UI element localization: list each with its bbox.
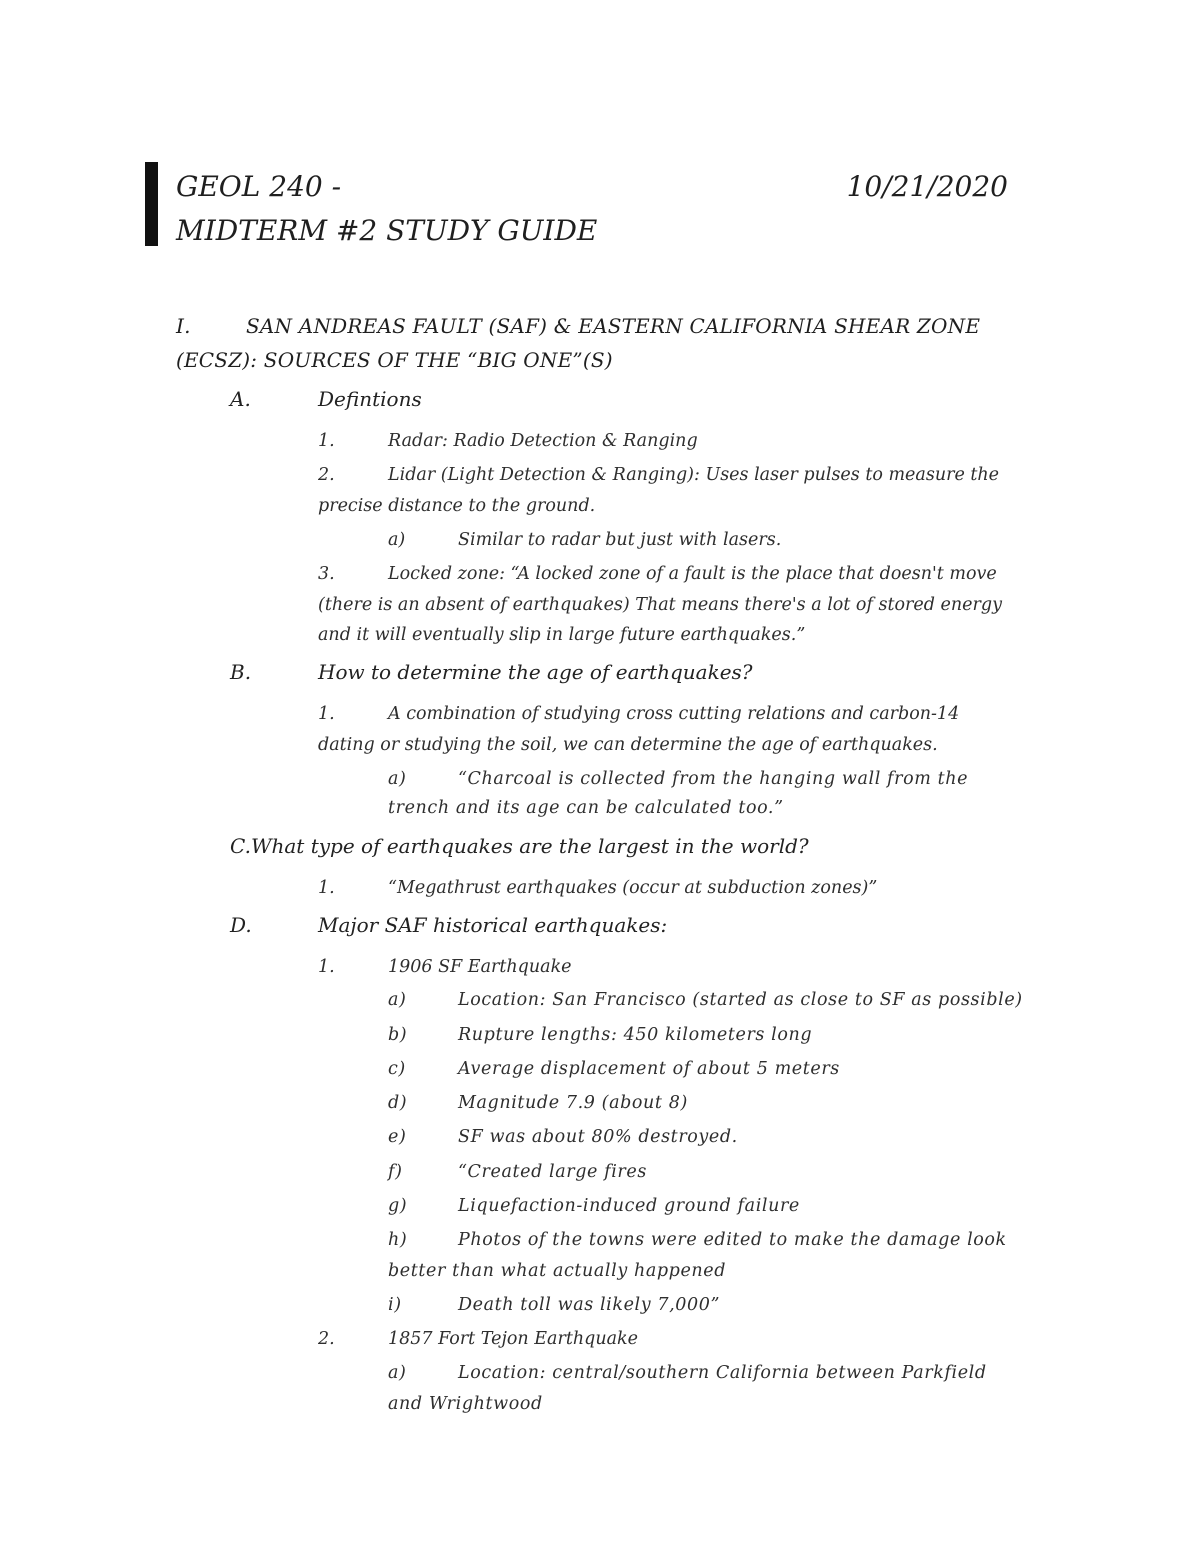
list-item: Death toll was likely 7,000” (458, 1295, 721, 1315)
page-title: MIDTERM #2 STUDY GUIDE (176, 214, 598, 247)
document-date: 10/21/2020 (846, 170, 1008, 203)
list-marker: c) (388, 1059, 406, 1079)
list-item-continued: and it will eventually slip in large future earthquakes.” (318, 625, 806, 645)
list-marker: a) (388, 769, 407, 789)
list-item: Radar: Radio Detection & Ranging (388, 431, 698, 451)
list-item-continued: dating or studying the soil, we can determine the age of earthquakes. (318, 735, 938, 755)
list-marker: 3. (318, 564, 335, 584)
subsection-title: How to determine the age of earthquakes? (318, 660, 753, 684)
list-item: Photos of the towns were edited to make the damage look (458, 1230, 1007, 1250)
list-item: Location: San Francisco (started as close to SF as possible) (458, 990, 1023, 1010)
list-item: Rupture lengths: 450 kilometers long (458, 1025, 813, 1045)
list-item-continued: better than what actually happened (388, 1261, 727, 1281)
list-marker: a) (388, 990, 407, 1010)
list-item: “Created large fires (458, 1162, 647, 1182)
list-item-continued: (there is an absent of earthquakes) That means there's a lot of stored energy (318, 595, 1002, 615)
subsection-marker: A. (230, 387, 251, 411)
list-item: “Megathrust earthquakes (occur at subduction zones)” (388, 878, 878, 898)
list-marker: a) (388, 1363, 407, 1383)
list-item: Location: central/southern California between Parkfield (458, 1363, 987, 1383)
list-item: “Charcoal is collected from the hanging wall from the (458, 769, 969, 789)
list-item-continued: trench and its age can be calculated too.” (388, 798, 784, 818)
list-marker: a) (388, 530, 406, 550)
subsection-title: C.What type of earthquakes are the largest in the world? (230, 834, 809, 858)
course-code: GEOL 240 - (176, 170, 342, 203)
document-title-block (176, 165, 597, 253)
list-marker: i) (388, 1295, 402, 1315)
section-marker: I. (176, 314, 191, 338)
list-marker: 1. (318, 957, 335, 977)
list-item: SF was about 80% destroyed. (458, 1127, 738, 1147)
section-title-line-2: (ECSZ): SOURCES OF THE “BIG ONE”(S) (176, 348, 613, 372)
list-item: Magnitude 7.9 (about 8) (458, 1093, 688, 1113)
subsection-marker: B. (230, 660, 252, 684)
list-marker: b) (388, 1025, 408, 1045)
heading-accent-bar (145, 162, 158, 246)
list-item: Lidar (Light Detection & Ranging): Uses laser pulses to measure the (388, 465, 1000, 485)
list-marker: 2. (318, 465, 335, 485)
subsection-marker: D. (230, 913, 252, 937)
section-title-line-1: SAN ANDREAS FAULT (SAF) & EASTERN CALIFORNIA SHEAR ZONE (246, 314, 981, 338)
list-marker: d) (388, 1093, 408, 1113)
list-marker: 1. (318, 704, 335, 724)
list-item: 1857 Fort Tejon Earthquake (388, 1329, 638, 1349)
list-item: Similar to radar but just with lasers. (458, 530, 782, 550)
subsection-title: Defintions (318, 387, 422, 411)
list-marker: f) (388, 1162, 403, 1182)
list-item: Liquefaction-induced ground failure (458, 1196, 800, 1216)
subsection-title: Major SAF historical earthquakes: (318, 913, 668, 937)
list-marker: 1. (318, 431, 335, 451)
list-marker: 1. (318, 878, 335, 898)
list-marker: g) (388, 1196, 408, 1216)
list-item-continued: and Wrightwood (388, 1394, 543, 1414)
list-item: Average displacement of about 5 meters (458, 1059, 840, 1079)
list-marker: h) (388, 1230, 408, 1250)
list-item: A combination of studying cross cutting relations and carbon-14 (388, 704, 960, 724)
list-item: Locked zone: “A locked zone of a fault is the place that doesn't move (388, 564, 997, 584)
list-item-continued: precise distance to the ground. (318, 496, 596, 516)
list-marker: 2. (318, 1329, 335, 1349)
list-item: 1906 SF Earthquake (388, 957, 572, 977)
list-marker: e) (388, 1127, 407, 1147)
